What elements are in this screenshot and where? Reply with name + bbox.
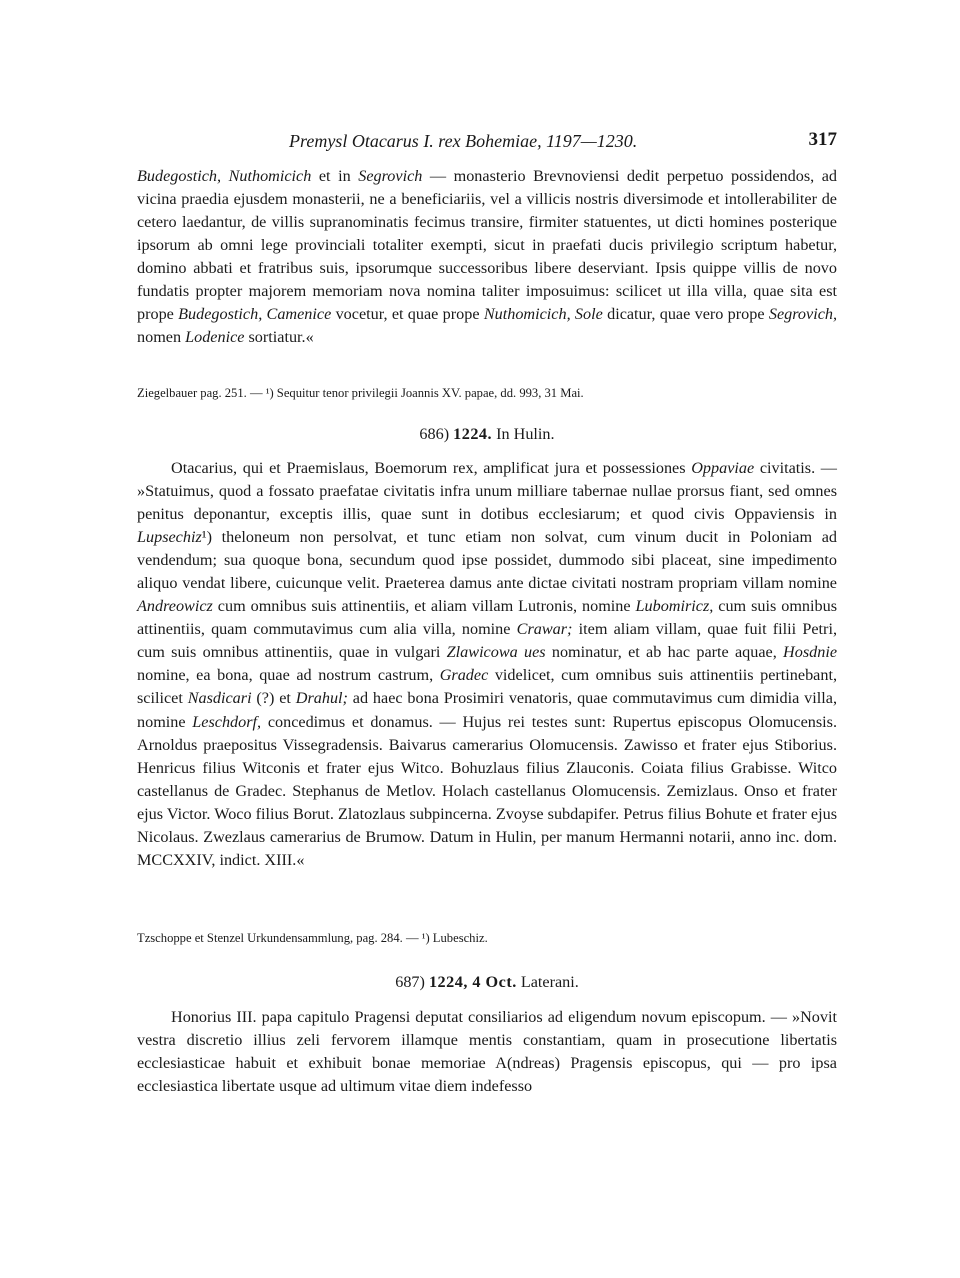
place-name: Oppaviae xyxy=(691,459,755,477)
document-heading-687 xyxy=(137,973,837,992)
paragraph-text: Budegostich, Nuthomicich et in Segrovich — monasterio Brevnoviensi dedit perpetuo possidendos, ad vicina praedia ejusdem monasterii, ne a beneficiariis, vel a villicis nostris diversimode et intollerabiliter de cetero laedantur, de villis supranominatis fecimus transire, firmiter statuentes, ut dicti homines posterique ipsorum ab omni lege provinciali totaliter exempti, sicut in praefati ducis privilegio scriptum habetur, domino abbati et fratribus suis, ipsorumque successoribus libere deserviant. Ipsis quippe villis de novo fundatis propter majorem memoriam nova nomina taliter imposuimus: scilicet ut illa villa, quae sita est prope Budegostich, Camenice vocetur, et quae prope Nuthomicich, Sole dicatur, quae vero prope Segrovich, nomen Lodenice sortiatur.« xyxy=(137,167,838,347)
place-name: Nasdicari xyxy=(187,689,252,708)
paragraph-text: Otacarius, qui et Praemislaus, Boemorum rex, amplificat jura et possessiones Oppaviae civitatis. — »Statuimus, quod a fossato praefatae civitatis infra unum milliare tabernae nullae prorsus fiant, sed omnes penitus deponantur, exceptis illis, quae sunt in dotibus ecclesiarum; et quod civis Oppaviensis in Lupsechiz¹) theloneum non persolvat, et tunc etiam non solvat, cum vinum ducit in Poloniam ad vendendum; sua quoque bona, secundum quod ipse possidet, dummodo sibi placeat, sine impedimento aliquo vendat libere, cuicunque velit. Praeterea damus ante dictae civitati nostram propriam villam nomine Andreowicz cum omnibus suis attinentiis, et aliam villam Lutronis, nomine Lubomiricz, cum suis omnibus attinentiis, quam commutavimus cum alia villa, nomine Crawar; item aliam villam, quae fuit filii Petri, cum suis omnibus attinentiis, quae in vulgari Zlawicowa ues nominatur, et ab hac parte aquae, Hosdnie nomine, ea bona, quae ad nostrum castrum, Gradec videlicet, cum omnibus suis attinentiis pertinebant, scilicet Nasdicari (?) et Drahul; ad haec bona Prosimiri venatoris, quae commutavimus cum dimidia villa, nomine Leschdorf, concedimus et donamus. — Hujus rei testes sunt: Rupertus episcopus Olomucensis. Arnoldus praepositus Vissegradensis. Baivarus camerarius Olomucensis. Zawisso et frater ejus Stiborius. Henricus filius Witconis et frater ejus Witco. Bohuzlaus filius Zlauconis. Coiata filius Grabisse. Witco castellanus de Gradec. Stephanus de Metlov. Holach castellanus Olomucensis. Zemizlaus. Onso et frater ejus Victor. Woco filius Borut. Zlatozlaus subpincerna. Zvoyse subdapifer. Petrus filius Bohute et frater ejus Nicolaus. Zwezlaus camerarius de Brumow. Datum in Hulin, per manum Hermanni notarii, anno inc. dom. MCCXXIV, indict. XIII.« xyxy=(137,459,837,869)
document-body-687 xyxy=(137,1006,837,1098)
place-name: Segrovich xyxy=(358,167,423,185)
running-head xyxy=(137,131,837,157)
document-number: 686) xyxy=(419,425,450,443)
place-name: Nuthomicich, Sole xyxy=(483,305,603,324)
page-number: 317 xyxy=(808,129,837,150)
place-name: Andreowicz xyxy=(137,597,213,616)
place-name: Drahul; xyxy=(295,689,348,708)
document-place: Laterani. xyxy=(520,973,579,991)
document-place: In Hulin. xyxy=(496,425,555,443)
place-name: Budegostich, Camenice xyxy=(178,305,332,324)
document-date: 1224, 4 Oct. xyxy=(428,973,517,991)
place-name: Gradec xyxy=(439,666,489,685)
place-name: Crawar; xyxy=(516,620,573,639)
place-name: Segrovich, xyxy=(768,305,838,324)
running-title: Premysl Otacarus I. rex Bohemiae, 1197—1230. xyxy=(289,131,638,151)
document-body-686 xyxy=(137,457,837,872)
paragraph-continuation xyxy=(137,165,837,349)
document-heading-686 xyxy=(137,425,837,444)
place-name: Leschdorf, xyxy=(192,712,262,731)
place-name: Lupsechiz xyxy=(137,528,202,547)
footnote xyxy=(137,930,837,947)
footnote-text: Tzschoppe et Stenzel Urkundensammlung, pag. 284. — ¹) Lubeschiz. xyxy=(137,931,488,945)
footnote-text: Ziegelbauer pag. 251. — ¹) Sequitur tenor privilegii Joannis XV. papae, dd. 993, 31 Mai. xyxy=(137,386,584,400)
footnote xyxy=(137,385,837,402)
place-name: Zlawicowa ues xyxy=(446,643,546,662)
place-name: Budegostich, Nuthomicich xyxy=(137,167,312,185)
document-date: 1224. xyxy=(453,425,493,443)
document-number: 687) xyxy=(395,973,425,991)
place-name: Lodenice xyxy=(185,328,245,347)
place-name: Hosdnie xyxy=(783,643,837,662)
paragraph-text: Honorius III. papa capitulo Pragensi deputat consiliarios ad eligendum novum episcopum. — »Novit vestra discretio illius zeli fervorem illamque mentis constantiam, quam in prosecutione libertatis ecclesiasticae habuit et exhibuit bonae memoriae A(ndreas) Pragensis episcopus, qui — pro ipsa ecclesiastica libertate usque ad ultimum vitae diem indefesso xyxy=(137,1008,837,1096)
place-name: Lubomiricz, xyxy=(635,597,714,616)
